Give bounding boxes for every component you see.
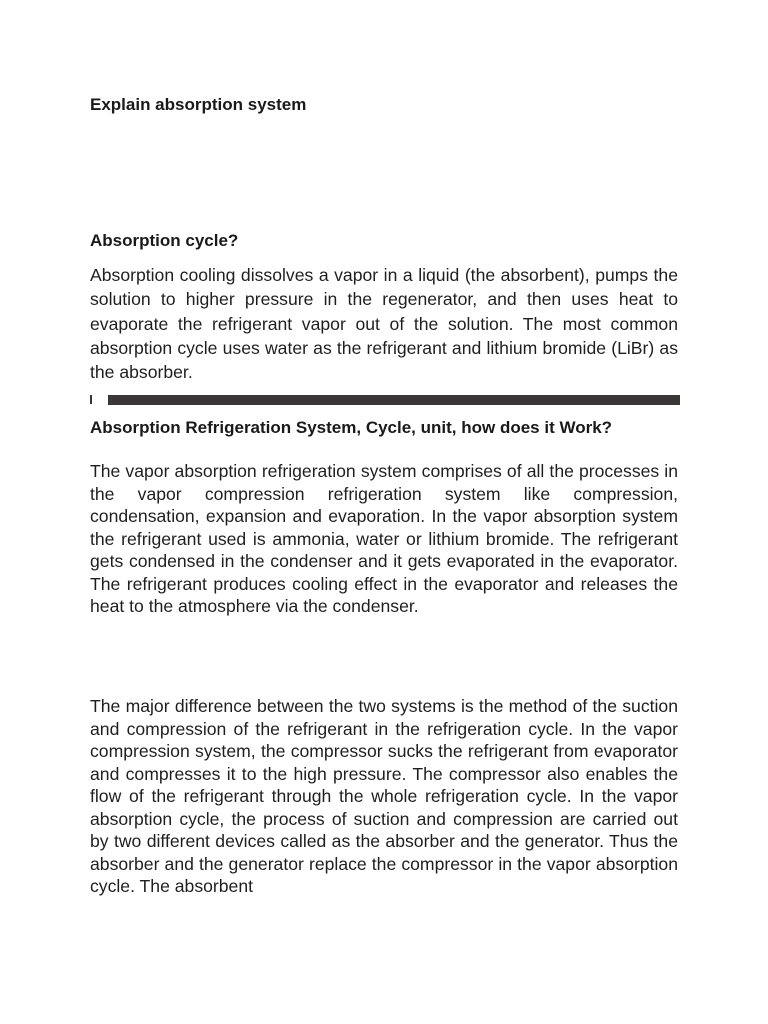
horizontal-divider: [90, 393, 680, 405]
paragraph-vapor-absorption-processes: The vapor absorption refrigeration system comprises of all the processes in the vapor compression refrigeration system like compression, condensation, expansion and evaporation. In the vapor absorption system the refrigerant used is ammonia, water or lithium bromide. The refrigerant gets condensed in the condenser and it gets evaporated in the evaporator. The refrigerant produces cooling effect in the evaporator and releases the heat to the atmosphere via the condenser.: [90, 461, 678, 616]
divider-tick: [90, 395, 92, 404]
paragraph-major-difference: The major difference between the two systems is the method of the suction and compression of the refrigerant in the refrigeration cycle. In the vapor compression system, the compressor sucks the refrigerant from evaporator and compresses it to the high pressure. The compressor also enables the flow of the refrigerant through the whole refrigeration cycle. In the vapor absorption cycle, the process of suction and compression are carried out by two different devices called as the absorber and the generator. Thus the absorber and the generator replace the compressor in the vapor absorption cycle. The absorbent: [90, 696, 678, 896]
divider-bar: [108, 395, 680, 405]
section-heading-absorption-cycle: Absorption cycle?: [90, 231, 239, 250]
paragraph-absorption-cycle: Absorption cooling dissolves a vapor in a liquid (the absorbent), pumps the solution to higher pressure in the regenerator, and then uses heat to evaporate the refrigerant vapor out of the solution. The most common absorption cycle uses water as the refrigerant and lithium bromide (LiBr) as the absorber.: [90, 265, 678, 383]
section-heading-absorption-refrigeration: Absorption Refrigeration System, Cycle, unit, how does it Work?: [90, 418, 613, 437]
document-title: Explain absorption system: [90, 95, 307, 114]
